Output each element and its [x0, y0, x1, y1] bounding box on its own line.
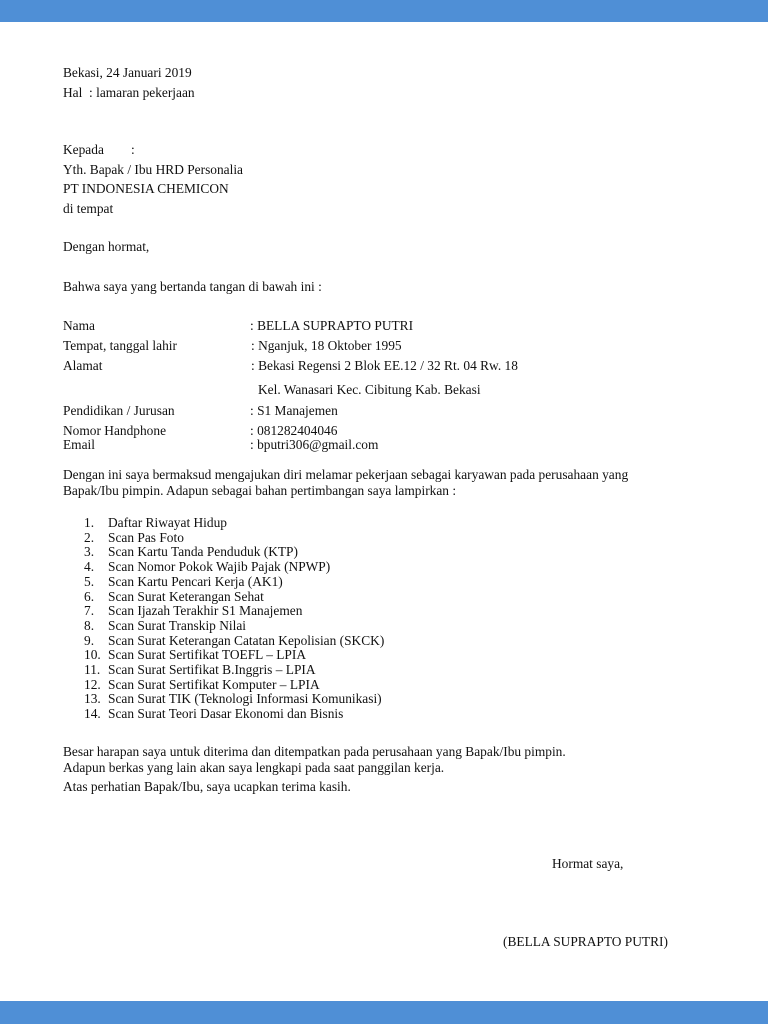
top-accent-bar [0, 0, 768, 22]
body-paragraph-line-2: Bapak/Ibu pimpin. Adapun sebagai bahan pertimbangan saya lampirkan : [63, 483, 457, 498]
attachment-number: 11. [84, 662, 101, 677]
detail-label-hp: Nomor Handphone [63, 423, 167, 438]
attachment-number: 2. [84, 530, 95, 545]
attachment-item: Scan Surat Sertifikat TOEFL – LPIA [108, 647, 306, 662]
intro-line: Bahwa saya yang bertanda tangan di bawah ini : [63, 279, 322, 294]
detail-label-nama: Nama [63, 318, 95, 333]
attachment-item: Scan Surat Keterangan Catatan Kepolisian (SKCK) [108, 633, 385, 648]
attachment-number: 8. [84, 618, 95, 633]
attachment-number: 12. [84, 677, 101, 692]
closing-line-1: Besar harapan saya untuk diterima dan ditempatkan pada perusahaan yang Bapak/Ibu pimpin. [63, 744, 566, 759]
detail-value-pendidikan: : S1 Manajemen [250, 403, 338, 418]
closing-line-3: Atas perhatian Bapak/Ibu, saya ucapkan terima kasih. [63, 779, 351, 794]
detail-value-alamat-2: Kel. Wanasari Kec. Cibitung Kab. Bekasi [258, 382, 481, 397]
subject-line: Hal : lamaran pekerjaan [63, 85, 195, 100]
attachment-number: 3. [84, 544, 95, 559]
kepada-colon: : [131, 142, 135, 157]
attachment-item: Scan Kartu Tanda Penduduk (KTP) [108, 544, 298, 559]
attachment-number: 5. [84, 574, 95, 589]
detail-value-ttl: : Nganjuk, 18 Oktober 1995 [251, 338, 402, 353]
body-paragraph-line-1: Dengan ini saya bermaksud mengajukan diri melamar pekerjaan sebagai karyawan pada perusahaan yang [63, 467, 629, 482]
attachment-number: 4. [84, 559, 95, 574]
attachment-item: Scan Surat Teori Dasar Ekonomi dan Bisnis [108, 706, 344, 721]
detail-value-alamat: : Bekasi Regensi 2 Blok EE.12 / 32 Rt. 04 Rw. 18 [251, 358, 518, 373]
regards-text: Hormat saya, [552, 856, 624, 871]
signature-name: (BELLA SUPRAPTO PUTRI) [503, 934, 668, 949]
attachment-item: Daftar Riwayat Hidup [108, 515, 227, 530]
detail-label-ttl: Tempat, tanggal lahir [63, 338, 177, 353]
closing-line-2: Adapun berkas yang lain akan saya lengkapi pada saat panggilan kerja. [63, 760, 445, 775]
attachment-item: Scan Kartu Pencari Kerja (AK1) [108, 574, 283, 589]
attachment-item: Scan Surat Transkip Nilai [108, 618, 246, 633]
detail-value-email: : bputri306@gmail.com [250, 437, 379, 452]
attachment-item: Scan Nomor Pokok Wajib Pajak (NPWP) [108, 559, 331, 574]
attachment-number: 10. [84, 647, 101, 662]
detail-label-alamat: Alamat [63, 358, 103, 373]
attachment-number: 14. [84, 706, 101, 721]
detail-value-hp: : 081282404046 [250, 423, 338, 438]
recipient-company: PT INDONESIA CHEMICON [63, 181, 229, 196]
attachment-item: Scan Pas Foto [108, 530, 184, 545]
greeting: Dengan hormat, [63, 239, 150, 254]
attachment-number: 1. [84, 515, 95, 530]
attachment-item: Scan Ijazah Terakhir S1 Manajemen [108, 603, 303, 618]
recipient-location: di tempat [63, 201, 114, 216]
attachment-item: Scan Surat Sertifikat Komputer – LPIA [108, 677, 320, 692]
detail-value-nama: : BELLA SUPRAPTO PUTRI [250, 318, 414, 333]
bottom-accent-bar [0, 1001, 768, 1024]
attachment-item: Scan Surat TIK (Teknologi Informasi Komunikasi) [108, 691, 382, 706]
attachment-number: 9. [84, 633, 95, 648]
detail-label-pendidikan: Pendidikan / Jurusan [63, 403, 175, 418]
attachment-number: 13. [84, 691, 101, 706]
attachment-item: Scan Surat Sertifikat B.Inggris – LPIA [108, 662, 316, 677]
recipient-line-1: Yth. Bapak / Ibu HRD Personalia [63, 162, 244, 177]
attachment-number: 6. [84, 589, 95, 604]
detail-label-email: Email [63, 437, 95, 452]
attachment-item: Scan Surat Keterangan Sehat [108, 589, 264, 604]
kepada-label: Kepada [63, 142, 104, 157]
attachment-number: 7. [84, 603, 95, 618]
place-date: Bekasi, 24 Januari 2019 [63, 65, 192, 80]
